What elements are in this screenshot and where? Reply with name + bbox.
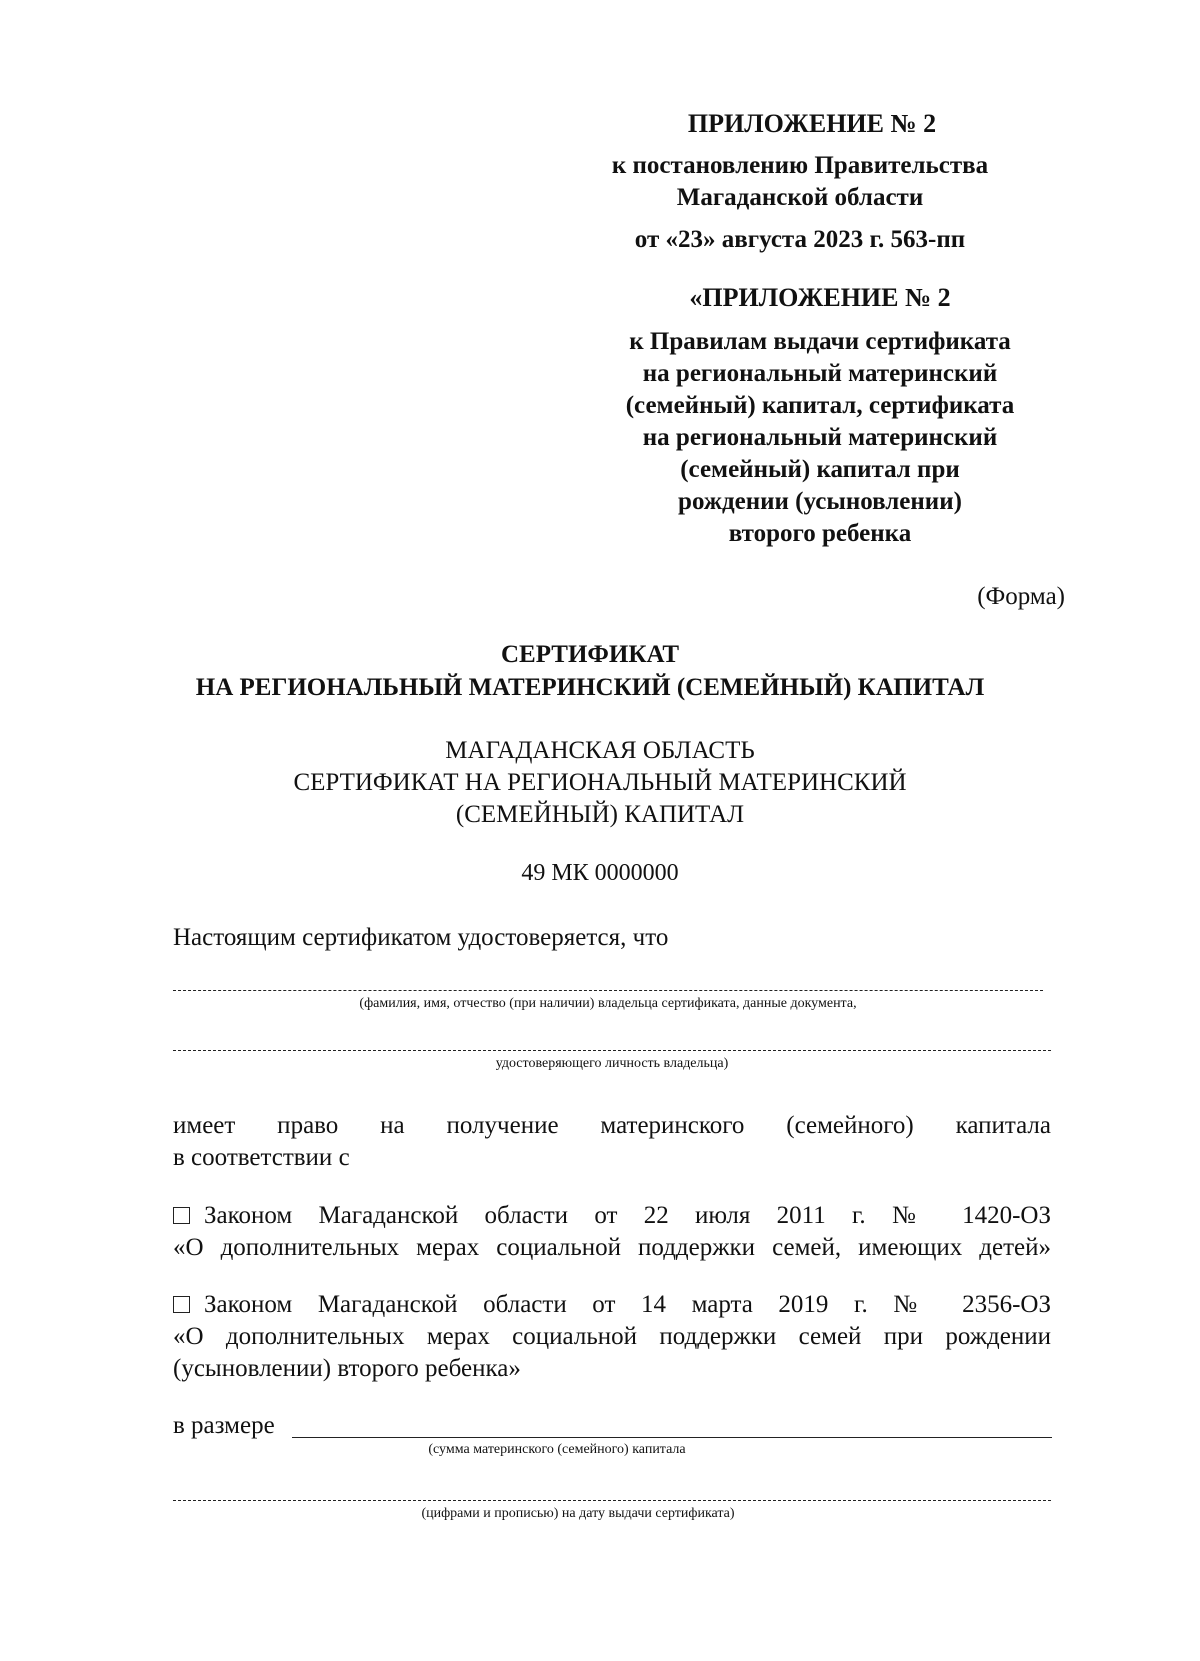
amount-line-2[interactable] (173, 1500, 1051, 1501)
inner-appendix-line-7: второго ребенка (728, 520, 912, 547)
right-statement-line-2: в соответствии с (173, 1144, 350, 1171)
amount-line-1[interactable] (292, 1437, 1052, 1438)
right-statement-line-1: имеет право на получение материнского (семейного) капитала (173, 1112, 1051, 1139)
owner-caption-1: (фамилия, имя, отчество (при наличии) владельца сертификата, данные документа, (359, 996, 857, 1011)
owner-line-2 (173, 1050, 1051, 1051)
appendix-header (560, 108, 1040, 256)
law-2-option[interactable] (173, 1289, 1051, 1321)
law-2-line-3: (усыновлении) второго ребенка» (173, 1355, 521, 1382)
inner-appendix-line-4: на региональный материнский (642, 424, 998, 451)
law-2-checkbox[interactable] (173, 1296, 190, 1313)
inner-appendix-line-6: рождении (усыновлении) (678, 488, 962, 515)
amount-caption-1: (сумма материнского (семейного) капитала (428, 1442, 686, 1457)
region-line-1: МАГАДАНСКАЯ ОБЛАСТЬ (445, 737, 755, 764)
certify-text: Настоящим сертификатом удостоверяется, что (173, 924, 669, 951)
inner-appendix-line-3: (семейный) капитал, сертификата (625, 392, 1015, 419)
region-line-2: СЕРТИФИКАТ НА РЕГИОНАЛЬНЫЙ МАТЕРИНСКИЙ (293, 769, 907, 796)
resolution-date: от «23» августа 2023 г. 563-пп (634, 226, 966, 253)
inner-appendix-title: «ПРИЛОЖЕНИЕ № 2 (689, 283, 951, 312)
region-line-3: (СЕМЕЙНЫЙ) КАПИТАЛ (455, 801, 745, 828)
law-1-line-1: Законом Магаданской области от 22 июля 2011 г. № 1420-ОЗ (204, 1202, 1051, 1229)
inner-appendix-line-2: на региональный материнский (642, 360, 998, 387)
law-1-line-2: «О дополнительных мерах социальной поддержки семей, имеющих детей» (173, 1234, 1051, 1261)
form-label: (Форма) (977, 583, 1065, 610)
inner-appendix (580, 282, 1060, 550)
certificate-title (0, 638, 1200, 704)
law-1-checkbox[interactable] (173, 1207, 190, 1224)
law-2-line-2: «О дополнительных мерах социальной поддержки семей при рождении (173, 1323, 1051, 1350)
region-block (0, 735, 1200, 831)
amount-caption-2: (цифрами и прописью) на дату выдачи сертификата) (421, 1506, 735, 1521)
certificate-title-line-1: СЕРТИФИКАТ (500, 641, 679, 668)
certificate-number: 49 МК 0000000 (521, 860, 679, 886)
law-1-line-2-row (173, 1232, 1051, 1264)
owner-caption-2: удостоверяющего личность владельца) (495, 1056, 729, 1071)
inner-appendix-line-5: (семейный) капитал при (680, 456, 960, 483)
appendix-title: ПРИЛОЖЕНИЕ № 2 (687, 109, 937, 138)
resolution-line-1: к постановлению Правительства (611, 152, 989, 179)
law-2-line-2-row (173, 1321, 1051, 1353)
law-2-line-1: Законом Магаданской области от 14 марта 2019 г. № 2356-ОЗ (204, 1291, 1051, 1318)
amount-label: в размере (173, 1412, 275, 1439)
owner-line-1 (173, 990, 1043, 991)
inner-appendix-line-1: к Правилам выдачи сертификата (629, 328, 1011, 355)
resolution-line-2: Магаданской области (676, 184, 924, 211)
certificate-title-line-2: НА РЕГИОНАЛЬНЫЙ МАТЕРИНСКИЙ (СЕМЕЙНЫЙ) КАПИТАЛ (195, 674, 985, 701)
law-1-option[interactable] (173, 1200, 1051, 1232)
